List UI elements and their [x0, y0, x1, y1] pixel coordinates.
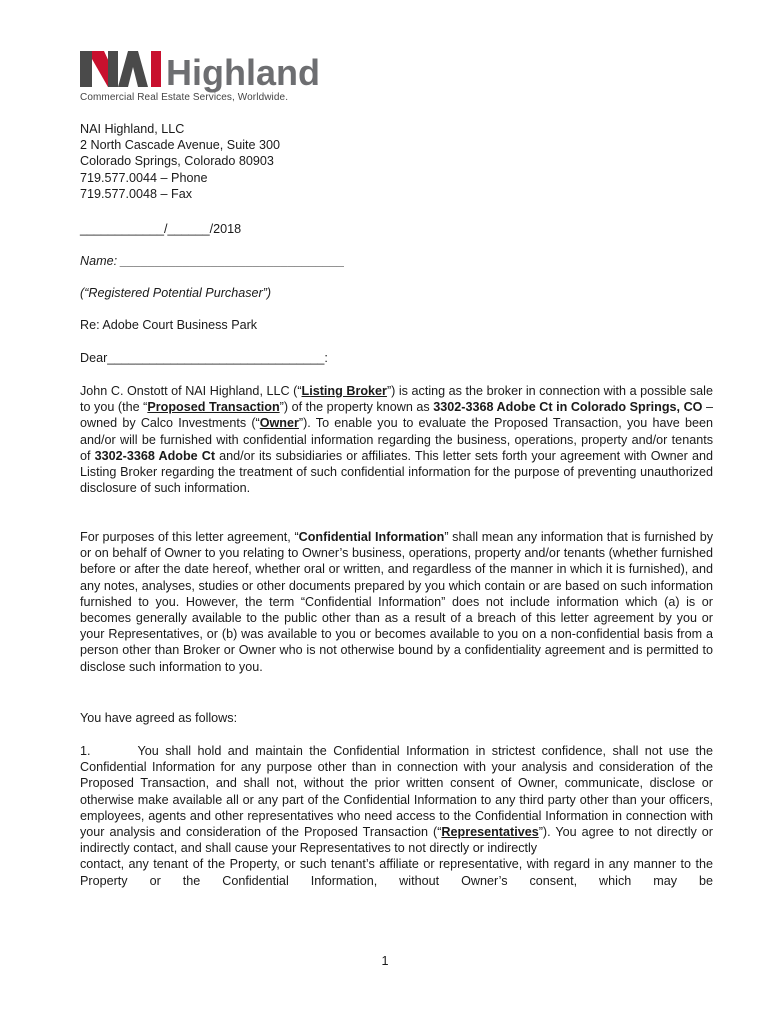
listing-broker-term: Listing Broker — [301, 384, 387, 398]
representatives-term: Representatives — [441, 825, 539, 840]
salutation: Dear_______________________________: — [80, 351, 328, 365]
paragraph-definition: For purposes of this letter agreement, “Confidential Information” shall mean any information that is furnished by or on behalf of Owner to you relating to Owner’s business, operations, property and/or tenants (whether furnished before or after the date hereof, whether oral or written, and regardless of the manner in which it is furnished), and any notes, analyses, studies or other documents prepared by you which contain or are based on such information furnished to you. However, the term “Confidential Information” does not include information which (a) is or becomes generally available to the public other than as a result of a breach of this letter agreement by you or your Representatives, or (b) was available to you or becomes available to you on a non-confidential basis from a person other than Broker or Owner who is not otherwise bound by a confidentiality agreement and is permitted to disclose such information to you. — [80, 530, 713, 674]
street-address: 2 North Cascade Avenue, Suite 300 — [80, 138, 281, 153]
purchaser-line: (“Registered Potential Purchaser”) — [80, 286, 272, 300]
property-name: 3302-3368 Adobe Ct in Colorado Springs, CO — [433, 400, 703, 415]
paragraph-intro: John C. Onstott of NAI Highland, LLC (“Listing Broker”) is acting as the broker in connection with a possible sale to you (the “Proposed Transaction”) of the property known as 3302-3368 Adobe Ct in Colorado Springs, CO – owned by Calco Investments (“Owner”). To enable you to evaluate the Proposed Transaction, you have been and/or will be furnished with confidential information regarding the business, operations, property and/or tenants of 3302-3368 Adobe Ct and/or its subsidiaries or affiliates. This letter sets forth your agreement with Owner and Listing Broker regarding the treatment of such confidential information for the purpose of preventing unauthorized disclosure of such information. — [80, 384, 714, 496]
proposed-transaction-term: Proposed Transaction — [147, 400, 280, 415]
name-line: Name: ________________________________ — [80, 254, 345, 268]
logo-tagline: Commercial Real Estate Services, Worldwide. — [80, 92, 289, 103]
property-name-2: 3302-3368 Adobe Ct — [94, 448, 216, 463]
company-logo — [80, 47, 320, 96]
owner-term: Owner — [259, 416, 299, 431]
paragraph-clause-1: 1. You shall hold and maintain the Confidential Information in strictest confidence, shall not use the Confidential Information for any purpose other than in connection with your analysis and consideration of the Proposed Transaction, and shall not, without the prior written consent of Owner, communicate, disclose or otherwise make available all or any part of the Confidential Information to any third party other than your officers, employees, agents and other representatives who need access to the Confidential Information in connection with your analysis and consideration of the Proposed Transaction (“Representatives”). You agree to not directly or indirectly contact, and shall cause your Representatives to not directly or indirectly contact, any tenant of the Property, or such tenant’s affiliate or representative, with regard in any manner to the Property or the Confidential Information, without Owner’s consent, which may be — [80, 744, 713, 888]
phone-line: 719.577.0044 – Phone — [80, 170, 208, 185]
city-line: Colorado Springs, Colorado 80903 — [80, 154, 274, 169]
company-name: NAI Highland, LLC — [80, 122, 185, 136]
re-line: Re: Adobe Court Business Park — [80, 318, 258, 332]
paragraph-agreed: You have agreed as follows: — [80, 711, 238, 725]
page-number: 1 — [381, 954, 389, 968]
confidential-information-term: Confidential Information — [298, 530, 445, 544]
nai-highland-logo-icon — [80, 47, 320, 93]
date-line: ____________/______/2018 — [80, 222, 242, 236]
logo-name: Highland — [166, 52, 320, 93]
sender-address — [80, 121, 713, 202]
fax-line: 719.577.0048 – Fax — [80, 186, 193, 201]
